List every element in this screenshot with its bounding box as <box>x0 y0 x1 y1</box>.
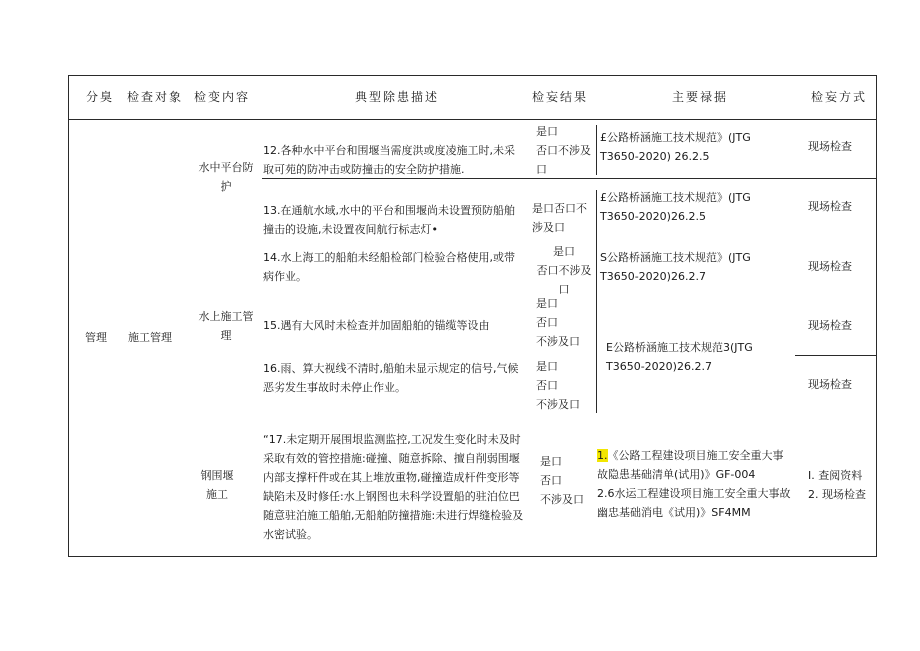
header-bottom-border <box>68 119 877 120</box>
basis-row-15: E公路桥涵施工技术规范3(JTG T3650-2020)26.2.7 <box>606 341 753 373</box>
hazard-row-14: 14.水上海工的船舶未经船检部门检验合格使用,或带病作业。 <box>263 251 515 283</box>
subgroup-water-platform: 水中平台防护 <box>198 161 254 193</box>
hazard-row-15: 15.遇有大风时未检查并加固船舶的锚缆等设由 <box>263 319 490 332</box>
header-category: 分臭 <box>86 90 115 104</box>
method-row-13: 现场检查 <box>808 200 852 213</box>
basis-row-17-item-1 <box>597 446 793 484</box>
header-hazard: 典型除患描述 <box>355 90 440 104</box>
object-cell: 施工管理 <box>128 331 172 344</box>
basis-row-12: £公路桥涵施工技术规范》(JTG T3650-2020) 26.2.5 <box>600 131 751 163</box>
header-content: 检变内容 <box>194 90 251 104</box>
table-top-border <box>68 75 877 76</box>
header-object: 检查对象 <box>127 90 184 104</box>
basis-row-13: £公路桥涵施工技术规范》(JTG T3650-2020)26.2.5 <box>600 191 751 223</box>
table-bottom-border <box>68 556 877 557</box>
basis-row-17-item-2 <box>597 484 793 522</box>
basis-row-17 <box>597 446 793 522</box>
subgroup-steel-cofferdam: 钢围堰施工 <box>200 469 234 501</box>
row-15-method-separator <box>795 355 876 356</box>
table-right-border <box>876 75 877 557</box>
result-row-13: 是口否口不涉及口 <box>532 202 587 234</box>
result-column-divider-2 <box>596 190 597 413</box>
basis-item-2-text: 2.6水运工程建设项目施工安全重大事故幽忠基础消电《试用)》SF4MM <box>597 487 791 519</box>
table-left-border <box>68 75 69 557</box>
method-row-12: 现场检查 <box>808 140 852 153</box>
header-basis: 主要禄据 <box>672 90 729 104</box>
result-row-17: 是口 否口 不涉及口 <box>540 455 584 506</box>
result-row-15: 是口 否口 不涉及口 <box>536 297 580 348</box>
category-cell: 管理 <box>85 331 107 344</box>
header-result: 检妄结果 <box>532 90 589 104</box>
basis-row-14: S公路桥涵施工技术规范》(JTG T3650-2020)26.2.7 <box>600 251 751 283</box>
hazard-row-16: 16.雨、算大视线不清时,船舶未显示规定的信号,气候恶劣发生事故时未停止作业。 <box>263 362 519 394</box>
basis-item-1-text: 《公路工程建设项目施工安全重大事故隐患基础清单(试用)》GF-004 <box>597 449 784 481</box>
method-row-17: I. 查阅资料 2. 现场检查 <box>808 469 866 501</box>
basis-item-1-number: 1. <box>597 449 608 462</box>
hazard-row-12: 12.各种水中平台和围堰当需度洪或度凌施工时,未采取可苑的防冲击或防撞击的安全防护措施. <box>263 144 515 176</box>
result-row-16: 是口 否口 不涉及口 <box>536 360 580 411</box>
method-row-14: 现场检查 <box>808 260 852 273</box>
result-row-12: 是口 否口不涉及口 <box>536 125 591 176</box>
hazard-row-17: “17.未定期开展围垠监测监控,工况发生变化时未及时采取有效的管控措施:碰撞、随意拆除、擅自削弱围堰内部支撑杆件或在其上堆放重物,碰撞造成杆件变形等缺陷未及时修任:水上钢图也未科学设置船的驻泊位巴随意驻泊施工船舶,无船舶防撞措施:未进行焊缝检验及水密试验。 <box>263 433 524 541</box>
result-row-14: 是口 否口不涉及口 <box>536 245 592 296</box>
method-row-16: 现场检查 <box>808 378 852 391</box>
subgroup-water-construction: 水上施工管理 <box>198 310 254 342</box>
result-column-divider <box>596 125 597 175</box>
header-method: 检妄方式 <box>811 90 868 104</box>
method-row-15: 现场检查 <box>808 319 852 332</box>
hazard-row-13: 13.在通航水域,水中的平台和围堰尚未设置预防船舶撞击的设施,未设置夜间航行标志灯• <box>263 204 515 236</box>
